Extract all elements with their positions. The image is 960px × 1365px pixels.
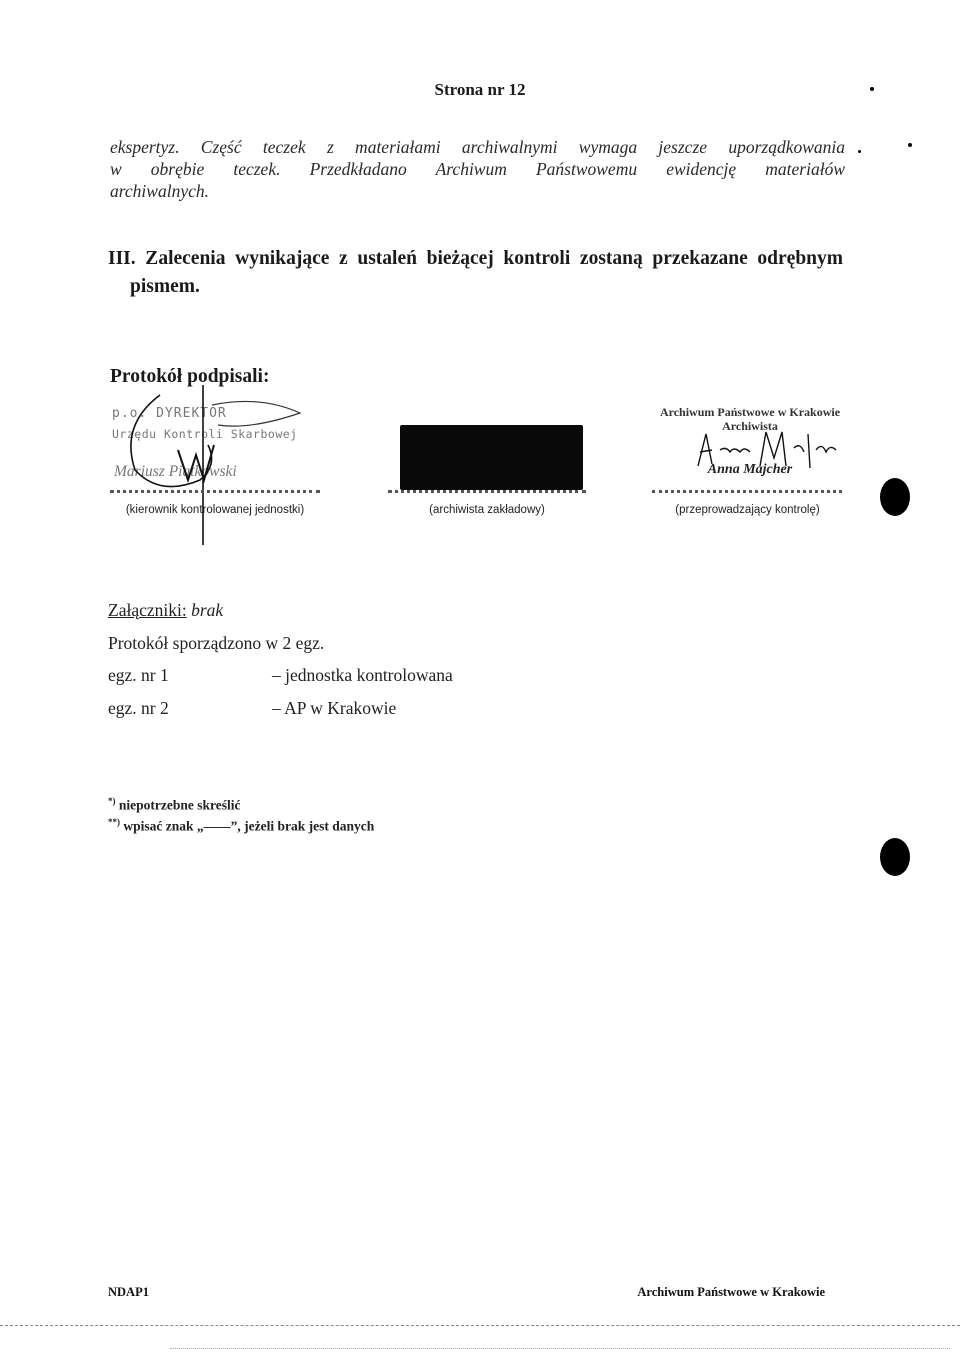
director-sign-line: [110, 490, 320, 493]
scan-speck: [908, 143, 912, 147]
intro-line-1: ekspertyz. Część teczek z materiałami archiwalnymi wymaga jeszcze uporządkowania: [110, 137, 845, 157]
footnote-2: **) wpisać znak „——”, jeżeli brak jest danych: [108, 816, 375, 833]
director-stamp-office: Urzędu Kontroli Skarbowej: [112, 427, 298, 441]
intro-paragraph: [110, 136, 845, 202]
footer-right: Archiwum Państwowe w Krakowie: [637, 1285, 825, 1299]
director-name: Mariusz Piątkowski: [114, 463, 237, 480]
inspector-signature: [690, 428, 840, 473]
intro-line-3: archiwalnych.: [110, 181, 209, 201]
footnotes: [108, 793, 374, 834]
director-signature: [100, 385, 320, 545]
inspector-stamp-office: Archiwum Państwowe w Krakowie: [659, 405, 841, 419]
signatures-heading: Protokół podpisali:: [110, 366, 270, 387]
footer-left: NDAP1: [108, 1285, 149, 1299]
archivist-sign-line: [388, 490, 586, 493]
copy-1-label: egz. nr 1: [108, 665, 169, 685]
attachments-label: Załączniki:: [108, 600, 187, 620]
footnote-1: *) niepotrzebne skreślić: [108, 796, 241, 813]
redacted-signature: [400, 425, 583, 490]
scan-speck: [858, 150, 861, 153]
punch-hole-mark: [880, 838, 910, 876]
director-caption: (kierownik kontrolowanej jednostki): [125, 504, 305, 516]
attachments-value: brak: [191, 600, 224, 620]
scan-speck: [870, 87, 874, 91]
copy-1-recipient: – jednostka kontrolowana: [272, 665, 453, 685]
page-number: Strona nr 12: [434, 80, 526, 99]
footer-rule: [0, 1325, 960, 1326]
inspector-stamp-role: Archiwista: [722, 419, 778, 433]
inspector-name: Anna Majcher: [707, 462, 793, 477]
director-stamp-title: p.o. DYREKTOR: [112, 406, 227, 421]
copy-2-label: egz. nr 2: [108, 698, 169, 718]
copies-note: Protokół sporządzono w 2 egz.: [108, 633, 325, 653]
inspector-caption: (przeprowadzający kontrolę): [675, 504, 820, 516]
intro-line-2: w obrębie teczek. Przedkładano Archiwum Państwowemu ewidencję materiałów: [110, 159, 845, 179]
punch-hole-mark: [880, 478, 910, 516]
section-line-1: III. Zalecenia wynikające z ustaleń bieżącej kontroli zostaną przekazane odrębnym: [108, 248, 843, 269]
section-recommendations: [108, 245, 843, 301]
attachments: [108, 600, 223, 621]
archivist-caption: (archiwista zakładowy): [429, 504, 545, 516]
section-line-2: pismem.: [130, 276, 200, 297]
inspector-sign-line: [652, 490, 842, 493]
footer-rule-2: [170, 1348, 950, 1349]
copy-2-recipient: – AP w Krakowie: [272, 698, 397, 718]
